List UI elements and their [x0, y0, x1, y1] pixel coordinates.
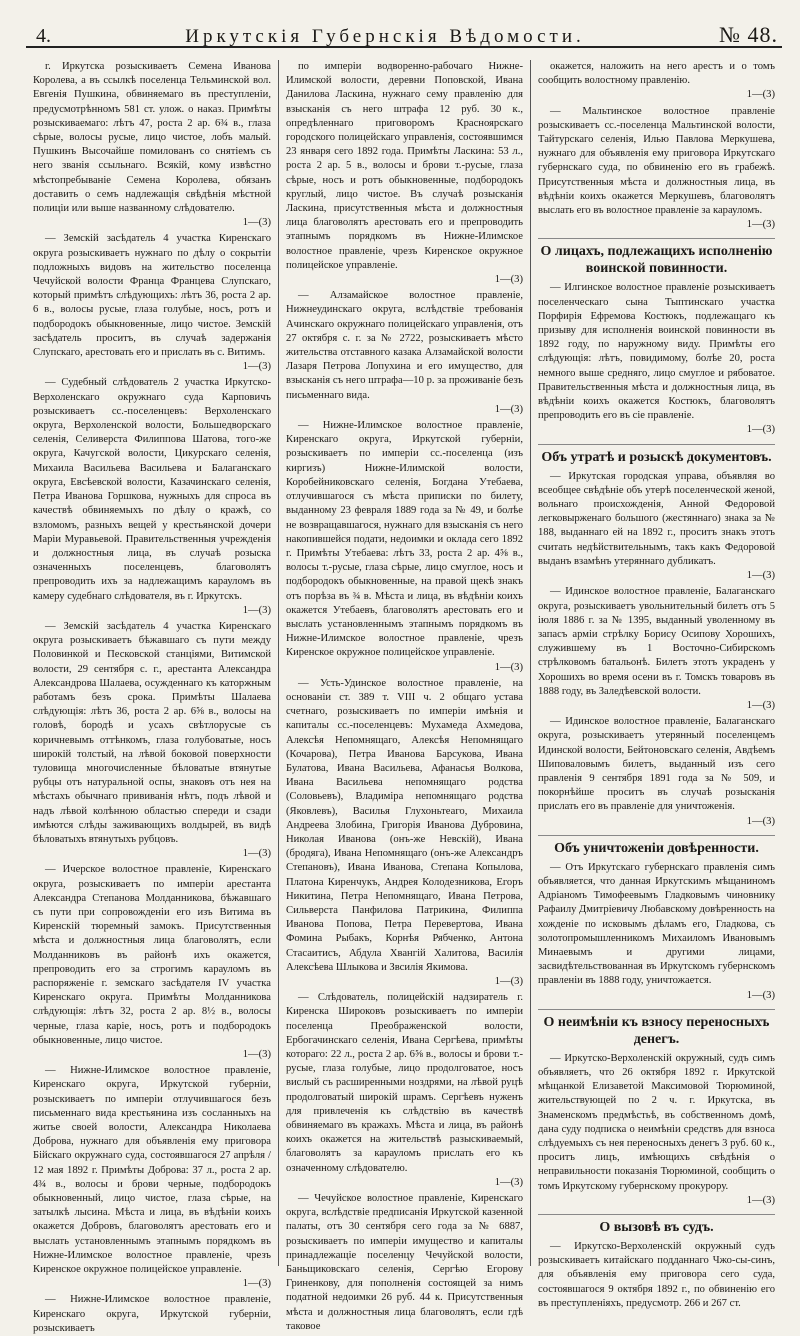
column-2 [278, 60, 530, 1332]
notice-paragraph: — Земскій засѣдатель 4 участка Киренскаго округа розыскиваетъ нужнаго по дѣлу о сокрытіи подложныхъ видовъ на жительство поселенца Чечуйской волости Франца Францева Слупскаго, который примѣтъ слѣдующихъ: лѣтъ 36, роста 2 ар. 6 в., волосы русые, глаза голубые, носъ, ротъ и подбородокъ обыкновенные, лицо чистое. Земскій засѣдатель проситъ, въ случаѣ задержанія Слупскаго, арестовать его и прислать въ с. Витимъ. [33, 233, 271, 359]
notice-paragraph: — Иркутская городская управа, объявляя во всеобщее свѣдѣніе объ утерѣ поселенческой женой, вольнаго происхожденія, Анной Федоровой легковырженаго большого (жестяннаго) знака за № 188, выданнаго ей на 1892 г., проситъ знакъ этотъ считать недѣйствительнымъ, такъ какъ Федоровой выданъ взамѣнъ утеряннаго дубликатъ. [538, 470, 775, 567]
notice-paragraph: — Идинское волостное правленіе, Балаганскаго округа, розыскиваетъ утерянный поселенцемъ Идинской волости, Бейтоновскаго селенія, Авдѣемъ Шиповаловымъ билетъ, выданный изъ сего правленія 9 сентября 1891 года за № 509, и покорнѣйше проситъ въ случаѣ розысканія прислать его въ правленіе для уничтоженія. [538, 716, 775, 813]
page-number: 4. [36, 25, 51, 47]
notice-reference: 1—(3) [242, 217, 271, 229]
notice-reference: 1—(3) [746, 424, 775, 436]
notice-reference: 1—(3) [746, 815, 775, 827]
section-heading: Объ утратѣ и розыскѣ документовъ. [538, 444, 775, 466]
notice-paragraph: — Иркутско-Верхоленскій окружный судъ розыскиваетъ китайскаго подданнаго Чжо-сы-синъ, для объявленія ему приговора сего суда, состоявшагося 9 октября 1892 г., по обвиненію его въ преступленіяхъ, предусмотр. 266 и 267 ст. [538, 1241, 775, 1309]
notice-paragraph: окажется, наложить на него арестъ и о томъ сообщить волостному правленію. [538, 61, 775, 87]
section-heading: О лицахъ, подлежащихъ исполненію воинской повинности. [538, 238, 775, 277]
text-columns [26, 60, 782, 1334]
notice-reference: 1—(3) [746, 219, 775, 231]
notice-paragraph: — Алзамайское волостное правленіе, Нижнеудинскаго округа, вслѣдствіе требованія Ачинскаго окружнаго полицейскаго управленія, отъ 27 октября с. г. за № 2722, розыскиваетъ мѣсто жительства отставного казака Алзамайской волости Лазаря Петрова Лопухина и его имущество, для взысканія съ него штрафа—10 р. за проживаніе безъ письменнаго вида. [286, 290, 523, 401]
notice-paragraph: — Слѣдователь, полицейскій надзиратель г. Киренска Широковъ розыскиваетъ по имперіи поселенца Преображенской волости, Ербогачинскаго селенія, Ивана Сергѣева, примѣты котораго: 22 л., роста 2 ар. 6⅝ в., волосы и брови т.-русые, глаза голубые, лицо продолговатое, носъ вислый съ расширенными ноздрями, на лѣвой руцѣ продолговатый широкій шрамъ. Сергѣевъ нуженъ для привлеченія къ слѣдствію въ качествѣ обвиняемаго въ кражахъ. Мѣста и лица, въ районѣ коихъ окажется на жительствѣ разыскиваемый, благоволятъ за карауломъ прислать его къ означенному слѣдователю. [286, 992, 523, 1174]
notice-paragraph: — Илгинское волостное правленіе розыскиваетъ поселенческаго сына Тыптинскаго участка Порфирія Ефремова Костюкъ, подлежащаго къ призыву для исполненія воинской повинности въ 1892 году, по наружному виду. Примѣты его слѣдующія: лѣтъ, повидимому, болѣе 20, роста немного выше средняго, лицо смуглое и рябоватое. Правительственныя мѣста и должностныя лица, въ вѣдѣніи коихъ окажется Костюкъ, благоволятъ препроводить его въ сіе правленіе. [538, 282, 775, 422]
notice-reference: 1—(3) [494, 976, 523, 987]
notice-paragraph: — Нижне-Илимское волостное правленіе, Киренскаго округа, Иркутской губерніи, розыскиваетъ по имперіи сс.-поселенца (изъ киргизъ) Нижне-Илимской волости, Коробейниковскаго селенія, Богдана Утебаева, отлучившагося съ мѣста приписки по билету, выданному 23 февраля 1889 года за № 49, и болѣе не возвращавшагося, нужнаго для взысканія съ него накопившейся подати, недоимки и оклада сего 1892 г. Примѣты Утебаева: лѣтъ 33, роста 2 ар. 4⅝ в., волосы т.-русые, глаза сѣрые, лицо смуглое, носъ и подбородокъ обыкновенные, на правой щекѣ знакъ отъ порѣза въ ¾ в. Мѣста и лица, въ вѣдѣніи коихъ окажется Утебаевъ, благоволятъ арестовать его и выслать установленнымъ этапнымъ порядкомъ въ Нижне-Илимское волостное правленіе, чрезъ Киренское окружное полицейское управленіе. [286, 420, 523, 659]
notice-reference: 1—(3) [746, 1194, 775, 1206]
notice-reference: 1—(3) [494, 661, 523, 673]
notice-paragraph: — Идинское волостное правленіе, Балаганскаго округа, розыскиваетъ увольнительный билетъ отъ 5 іюля 1886 г. за № 1395, выданный уволенному въ запасъ арміи стрѣлку Борису Осипову Хорошихъ, служившему въ 1 Восточно-Сибирскомъ стрѣлковомъ батальонѣ. Билетъ этотъ украденъ у Хорошихъ во время осени въ г. Томскъ товаровъ въ 1888 году, въ Заледѣевской волости. [538, 586, 775, 697]
notice-reference: 1—(3) [242, 604, 271, 616]
notice-reference: 1—(3) [242, 361, 271, 373]
notice-reference: 1—(3) [494, 274, 523, 286]
issue-number: № 48. [719, 22, 778, 47]
column-1 [26, 60, 278, 1334]
notice-paragraph: — Мальтинское волостное правленіе розыскиваетъ сс.-поселенца Мальтинской волости, Тайтурскаго селенія, Илью Павлова Меркушева, нужнаго для объявленія ему приговора Иркутскаго губернскаго суда, по обвиненію его въ грабежѣ. Присутственныя мѣста и должностныя лица, въ вѣдѣніи коихъ окажется Меркушевъ, благоволятъ выслать его въ волостное правленіе за карауломъ. [538, 105, 775, 217]
notice-reference: 1—(3) [746, 570, 775, 582]
notice-paragraph: — Ичерское волостное правленіе, Киренскаго округа, розыскиваетъ по имперіи арестанта Александра Степанова Молданникова, бѣжавшаго съ пути при сопровожденіи его изъ Витима въ Киренскій тюремный замокъ. Присутственныя мѣста и должностныя лица благоволятъ, если Молданниковъ въ районѣ ихъ окажется, препроводить его за строгимъ карауломъ въ распоряженіе г. земскаго засѣдателя IV участка Киренскаго округа. Примѣты Молданникова слѣдующія: лѣтъ 32, роста 2 ар. 8½ в., волосы черные, глаза каріе, носъ, ротъ и подбородокъ обыкновенные, лицо чистое. [33, 864, 271, 1046]
notice-paragraph: — Судебный слѣдователь 2 участка Иркутско-Верхоленскаго окружнаго суда Карповичъ розыскиваетъ сс.-поселенцевъ: Верхоленскаго округа, Верхоленской волости, Большедворскаго селенія, Селиверста Филиппова Шатова, того-же округа, Качугской волости, Цикурскаго селенія, Михаила Васильева Васильева и Балаганскаго округа, Евсѣевской волости, Казачинскаго селенія, Петра Иванова Горшкова, нужныхъ для спроса въ качествѣ обвиняемыхъ по дѣлу о кражѣ, со взломомъ, разныхъ вещей у крестьянской дочери Маріи Муравьевой. Правительственныя учрежденія и должностныя лица, въ случаѣ розыска означенныхъ поселенцевъ, благоволятъ препроводить ихъ за надлежащимъ карауломъ въ камеру судебнаго слѣдователя, въ г. Иркутскъ. [33, 377, 271, 602]
page-header [26, 8, 782, 48]
notice-reference: 1—(3) [746, 699, 775, 711]
section-heading: О вызовѣ въ судъ. [538, 1214, 775, 1236]
notice-reference: 1—(3) [242, 1049, 271, 1061]
column-3 [530, 60, 782, 1309]
notice-reference: 1—(3) [494, 403, 523, 415]
section-heading: О неимѣніи къ взносу переносныхъ денегъ. [538, 1009, 775, 1048]
newspaper-title: Иркутскія Губернскія Вѣдомости. [185, 26, 585, 47]
notice-paragraph: по имперіи водворенно-рабочаго Нижне-Илимской волости, деревни Поповской, Ивана Данилова Ласкина, нужнаго сему правленію для взысканія съ него штрафа 12 руб. 30 к., опредѣленнаго приговоромъ Красноярскаго городского полицейскаго управленія, состоявшимся 23 января сего 1892 года. Примѣты Ласкина: 53 л., роста 2 ар. 5 в., волосы и брови т.-русые, глаза сѣрые, носъ и ротъ обыкновенные, подбородокъ круглый, лицо чистое. Въ случаѣ розысканія Ласкина, присутственныя мѣста и должностныя лица благоволятъ арестовать его и препроводить этапнымъ порядкомъ въ Нижне-Илимское волостное правленіе, чрезъ Киренское окружное полицейское управленіе. [286, 61, 523, 271]
notice-paragraph: — Иркутско-Верхоленскій окружный, судъ симъ объявляетъ, что 26 октября 1892 г. Иркутской мѣщанкой Елизаветой Максимовой Тюрюминой, жительствующей по 2 ч. г. Иркутска, въ Знаменскомъ предмѣстьѣ, въ собственномъ домѣ, дана суду подписка о неимѣніи средствъ для взноса слѣдуемыхъ съ нея переносныхъ денегъ 3 руб. 60 к., проситъ лицъ, имѣющихъ свѣдѣнія о неправильности показанія Тюрюминой, сообщить о томъ Иркутскому губернскому прокурору. [538, 1052, 775, 1192]
notice-paragraph: — Нижне-Илимское волостное правленіе, Киренскаго округа, Иркутской губерніи, розыскиваетъ [33, 1294, 271, 1334]
notice-reference: 1—(3) [242, 1278, 271, 1290]
notice-reference: 1—(3) [242, 848, 271, 860]
notice-paragraph: г. Иркутска розыскиваетъ Семена Иванова Королева, а въ ссылкѣ поселенца Тельминской вол. Евгенія Пушкина, обвиняемаго въ преступленіи, предусмотрѣнномъ 581 ст. улож. о наказ. Примѣты розыскиваемаго: лѣтъ 47, роста 2 ар. 6¾ в., глаза сѣрые, волосы русые, лицо чистое, лобъ малый. Пушкинъ Высочайше помилованъ со снятіемъ съ него званія ссыльнаго. Всякій, кому извѣстно мѣстопребываніе Семена Королева, обязанъ доставить о семъ надлежащія свѣдѣнія мѣстной полиціи или выше названному слѣдователю. [33, 61, 271, 215]
notice-reference: 1—(3) [494, 1176, 523, 1188]
notice-reference: 1—(3) [746, 989, 775, 1001]
notice-paragraph: — Земскій засѣдатель 4 участка Киренскаго округа розыскиваетъ бѣжавшаго съ пути между Половинкой и Песковской станціями, Витимской волости, 29 сентября с. г., арестанта Александра Александрова Шалаева, осужденнаго къ каторжным работамъ безъ срока. Примѣты Шалаева слѣдующія: лѣтъ 36, роста 2 ар. 6⅝ в., волосы на головѣ, бородѣ и усахъ свѣтлорусые съ коричневымъ оттѣнкомъ, глаза голубоватые, носъ широкій толстый, на лѣвой боковой поверхности туловища многочисленные бѣловатые втянутые рубцы отъ натуральной оспы, знаковъ отъ нея на мѣстахъ обычнаго прививанія нѣтъ, подъ лѣвой и надъ лѣвой колѣнною областью спереди и сзади имѣются слѣды заживающихъ волдырей, въ видѣ бѣловатыхъ втянутыхъ рубцовъ. [33, 620, 271, 845]
notice-paragraph: — Нижне-Илимское волостное правленіе, Киренскаго округа, Иркутской губерніи, розыскиваетъ по имперіи отлучившагося безъ письменнаго вида крестьянина изъ сосланныхъ на житье своей волости, Александра Николаева Доброва, нужнаго для объявленія ему приговора Бійскаго окружнаго суда, состоявшагося 27 апрѣля / 12 мая 1892 г. Примѣты Доброва: 37 л., роста 2 ар. 4¾ в., волосы и брови черные, подбородокъ обыкновенный, лицо чистое, глаза сѣрые, на затылкѣ лысина. Мѣста и лица, въ вѣдѣніи коихъ окажется Добровъ, благоволятъ арестовать его и выслать установленнымъ этапнымъ порядкомъ въ Нижне-Илимское волостное правленіе, чрезъ Киренское окружное полицейское управленіе. [33, 1065, 271, 1276]
section-heading: Объ уничтоженіи довѣренности. [538, 835, 775, 857]
notice-paragraph: — Усть-Удинское волостное правленіе, на основаніи ст. 389 т. VIII ч. 2 общаго устава счетнаго, розыскиваетъ по имперіи имѣнія и капиталы сс.-поселенцевъ: Мухамеда Ахмедова, Алексѣя Непомнящаго, Алексѣя Непомнящаго (Кочарова), Петра Иванова Барсукова, Ивана Булатова, Ивана Васильева, Афанасья Волкова, Ивана Васильева непомнящаго родства (Соловьевъ), Владиміра непомнящаго родства (Яковлевъ), Василья Глухоньтеаго, Михаила Андреева Злобина, Григорія Иванова Дубровина, Николая Иванова (онъ-же Невскій), Ивана (бродяга), Ивана Непомнящаго (онъ-же Александръ Степановъ), Ивана Иванова, Степана Копылова, Платона Киренчукъ, Андрея Колодезникова, Егоръ Никитина, Петра Непомнящаго, Ивана Петрова, Сильверста Панфилова Патрикина, Филиппа Иванова Попова, Петра Перевертова, Ивана Фомина Рыбакъ, Корнѣя Рябченко, Антона Стасаитисъ, Абдула Хвангій Халитова, Василія Алексѣева Шлыкова и Звсилія Якимова. [286, 677, 523, 973]
notice-reference: 1—(3) [746, 89, 775, 101]
notice-paragraph: — Отъ Иркутскаго губернскаго правленія симъ объявляется, что данная Иркутскимъ мѣщаниномъ Адріаномъ Тимофеевымъ Гладковымъ чиновнику Рафаилу Дмитріевичу Любавскому довѣренность на хожденіе по исковымъ дѣламъ его, Гладкова, съ золотопромышленникомъ Михаиломъ Ивановымъ Минаевымъ и другими лицами, засвидѣтельствованная въ Иркутскомъ губернскомъ правленіи въ 1888 году, уничтожается. [538, 861, 776, 987]
notice-paragraph: — Чечуйское волостное правленіе, Киренскаго округа, вслѣдствіе предписанія Иркутской казенной палаты, отъ 30 сентября сего года за № 6887, розыскиваетъ по имперіи имущество и капиталы принадлежащіе поселенцу Чечуйской волости, Баньщиковскаго селенія, Сергѣю Егорову Гриненкову, для пополненія состоящей за нимъ податной недоимки 26 руб. 44 к. Присутственныя мѣста и должностныя лица благоволятъ, если гдѣ таковое [286, 1193, 523, 1332]
